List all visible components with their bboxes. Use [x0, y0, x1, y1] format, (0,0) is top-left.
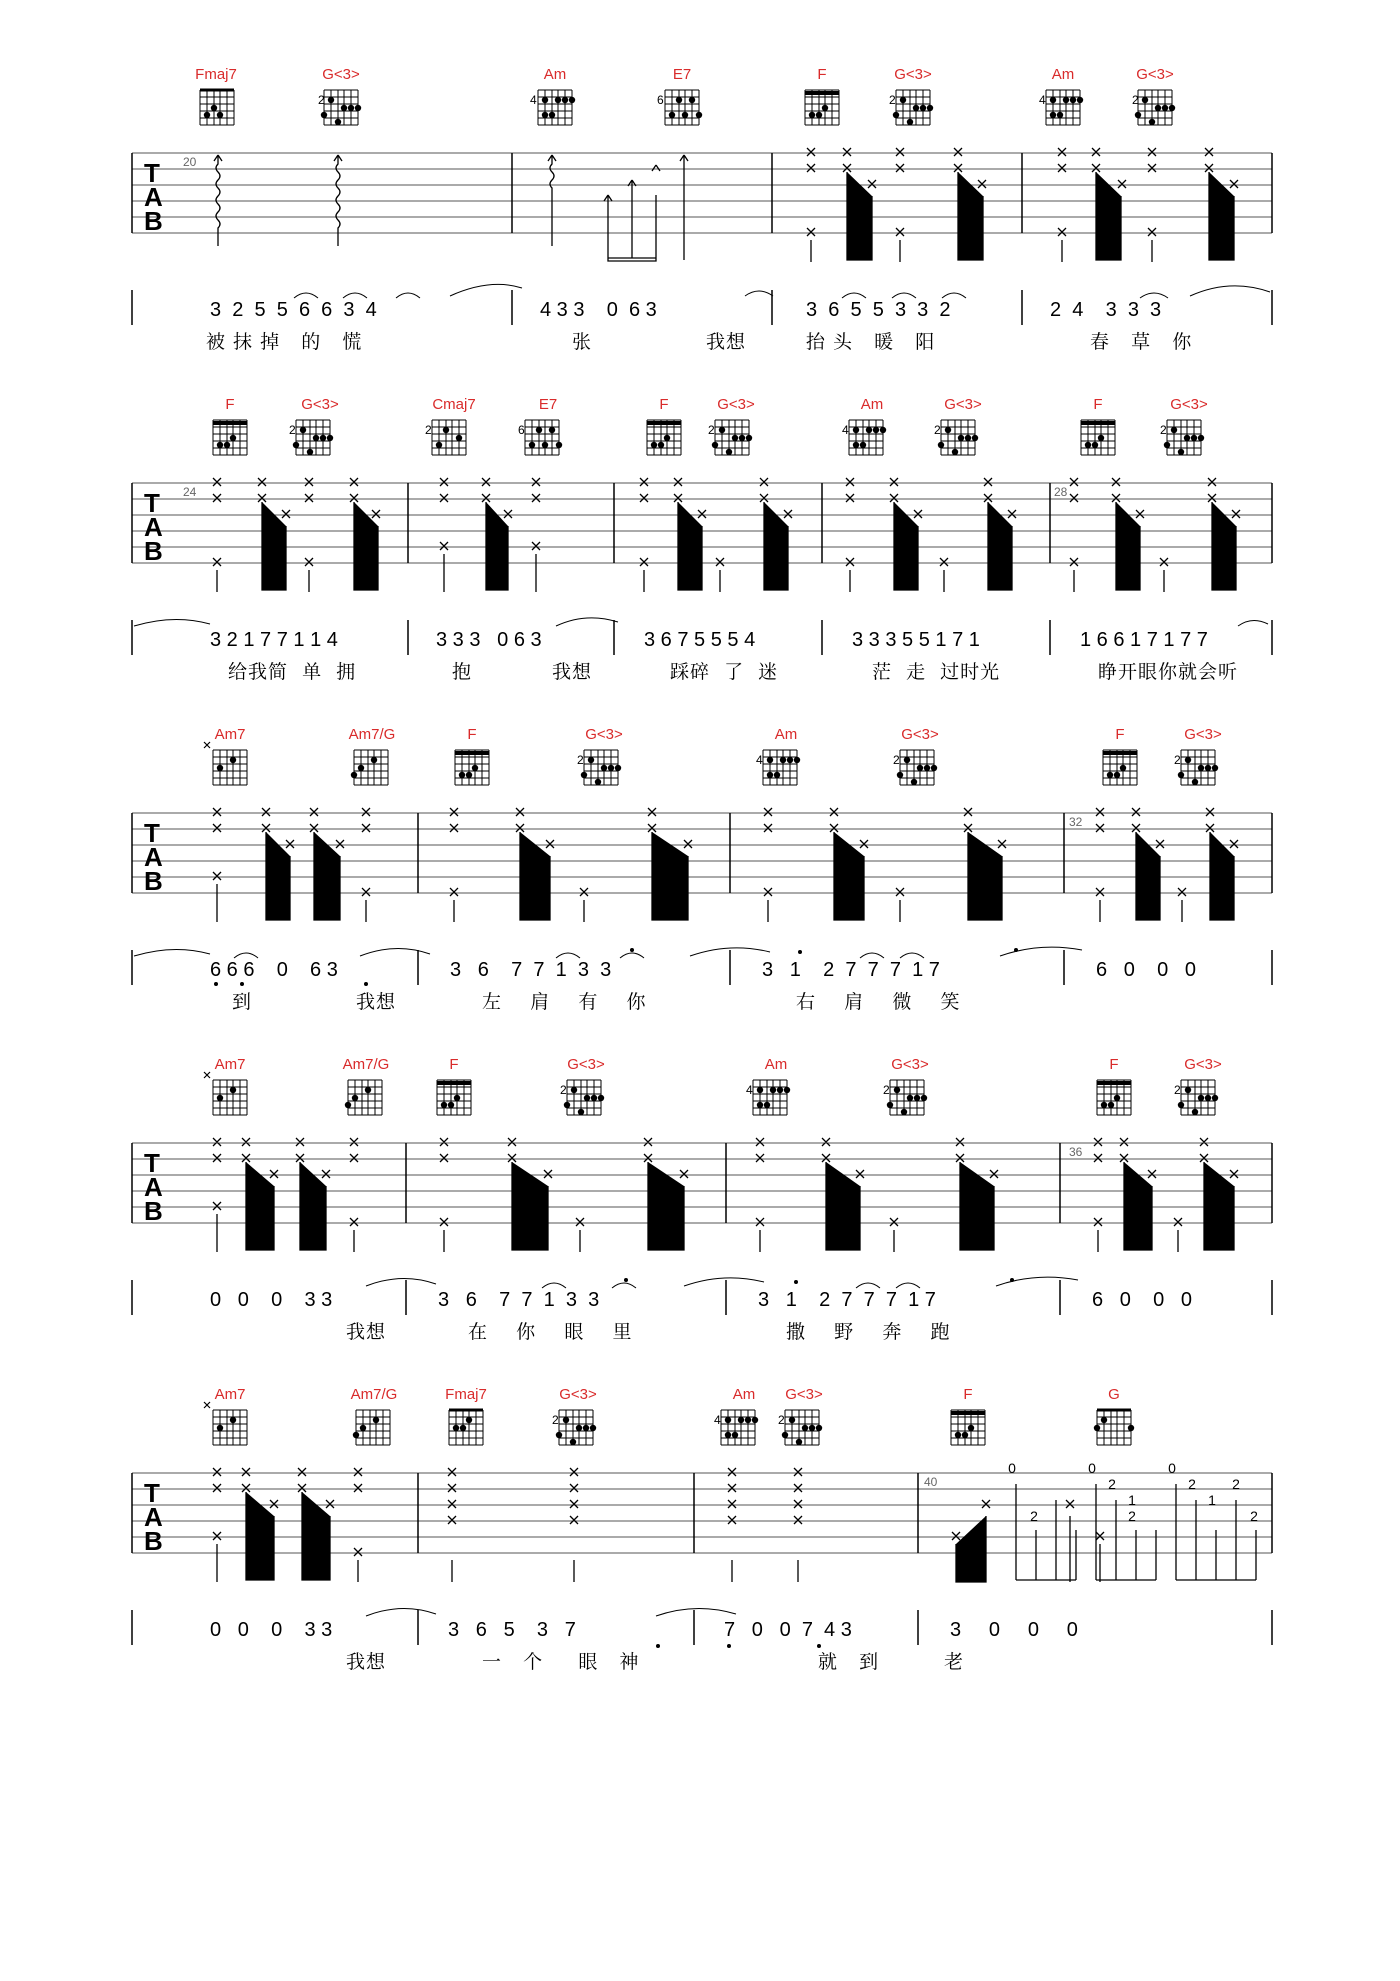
jianpu-measure: 7 0 0 7 4 3: [724, 1619, 852, 1641]
system-1-graphics: [0, 60, 1400, 360]
lyric-line: 到: [232, 991, 253, 1013]
chord-diagram: [665, 90, 699, 125]
tab-staff-lines: [132, 813, 1272, 893]
chord-name: F: [449, 1056, 459, 1073]
lyric-line: 左 肩 有 你: [482, 991, 647, 1013]
chord-fret-number: 4: [1039, 93, 1046, 107]
jianpu-measure: 3 6 5 5 3 3 2: [806, 299, 951, 321]
lyric-line: 我想: [706, 331, 747, 353]
chord-fret-number: 4: [530, 93, 537, 107]
chord-fret-number: 2: [889, 93, 896, 107]
chord-fret-number: 2: [560, 1083, 567, 1097]
slur-marks: [366, 1277, 1078, 1288]
lyric-line: 老: [944, 1651, 965, 1673]
jianpu-measure: 3 2 5 5 6 6 3 4: [210, 299, 377, 321]
jianpu-measure: 6 0 0 0: [1092, 1289, 1193, 1311]
tab-fret-digit: 2: [1128, 1508, 1136, 1524]
chord-name: Am: [1051, 66, 1075, 83]
measure-number: 36: [1069, 1145, 1083, 1159]
lyric-line: 给我简 单 拥: [228, 661, 357, 683]
lyric-line: 在 你 眼 里: [468, 1321, 633, 1343]
tab-clef-a: A: [144, 1502, 163, 1532]
chord-fret-number: 4: [756, 753, 763, 767]
chord-name: F: [467, 726, 477, 743]
system-3-graphics: [0, 720, 1400, 1020]
tab-clef-a: A: [144, 1172, 163, 1202]
chord-diagram: [1046, 90, 1080, 125]
tab-system-5: [0, 1380, 1400, 1680]
jianpu-measure: 3 6 5 3 7: [448, 1619, 576, 1641]
chord-name: Am: [860, 396, 884, 413]
chord-fret-number: 4: [842, 423, 849, 437]
tab-clef-b: B: [144, 866, 163, 896]
chord-name: G<3>: [891, 1056, 929, 1073]
jianpu-measure: 3 6 7 7 1 3 3: [450, 959, 612, 981]
tab-clef-t: T: [144, 818, 160, 848]
chord-name: F: [817, 66, 827, 83]
measure-number: 40: [924, 1475, 938, 1489]
chord-name: G<3>: [301, 396, 339, 413]
chord-name: G<3>: [1170, 396, 1208, 413]
chord-diagram: [538, 90, 572, 125]
system-4-graphics: [0, 1050, 1400, 1350]
jianpu-measure: 3 1 2 7 7 7 1 7: [762, 959, 940, 981]
chord-name: Am: [774, 726, 798, 743]
chord-name: G<3>: [944, 396, 982, 413]
jianpu-measure: 6 6 6 0 6 3: [210, 959, 338, 981]
chord-name: F: [659, 396, 669, 413]
tab-fret-digit: 2: [1030, 1508, 1038, 1524]
lyric-line: 我想: [346, 1651, 387, 1673]
chord-diagrams: [213, 420, 1201, 455]
tab-clef-a: A: [144, 182, 163, 212]
tab-clef-a: A: [144, 512, 163, 542]
chord-open-marks: [204, 1402, 210, 1408]
chord-fret-number: 2: [708, 423, 715, 437]
chord-name: Am7: [214, 1386, 246, 1403]
lyric-line: 睁开眼你就会听: [1098, 661, 1239, 683]
chord-name: Fmaj7: [445, 1386, 487, 1403]
chord-fret-number: 2: [577, 753, 584, 767]
tab-fret-digit: 1: [1208, 1492, 1216, 1508]
chord-diagrams: [213, 1410, 1131, 1445]
chord-name: G<3>: [901, 726, 939, 743]
jianpu-measure: 0 0 0 3 3: [210, 1619, 333, 1641]
chord-name: G<3>: [717, 396, 755, 413]
tab-fret-digit: 2: [1250, 1508, 1258, 1524]
chord-name: Am7/G: [342, 1056, 390, 1073]
chord-name: G<3>: [1184, 1056, 1222, 1073]
tab-system-2: [0, 390, 1400, 690]
chord-fingering-dots: [217, 1417, 1134, 1445]
lyric-line: 抱: [452, 661, 473, 683]
chord-name: G<3>: [567, 1056, 605, 1073]
lyric-line: 一 个 眼 神: [482, 1651, 640, 1673]
lyric-line: 被 抹 掉 的 慌: [206, 331, 363, 353]
chord-name: G<3>: [894, 66, 932, 83]
jianpu-measure: 3 0 0 0: [950, 1619, 1078, 1641]
chord-name: Cmaj7: [432, 396, 476, 413]
chord-open-marks: [204, 742, 210, 748]
lyric-line: 我想: [356, 991, 397, 1013]
chord-name: G<3>: [585, 726, 623, 743]
chord-fret-number: 2: [1160, 423, 1167, 437]
chord-name: E7: [538, 396, 558, 413]
system-5-graphics: [0, 1380, 1400, 1680]
measure-number: 32: [1069, 815, 1083, 829]
chord-name: Am: [732, 1386, 756, 1403]
lyric-line: 我想: [552, 661, 593, 683]
lyric-line: 我想: [346, 1321, 387, 1343]
jianpu-measure: 2 4 3 3 3: [1050, 299, 1162, 321]
tab-x-notes: [213, 1468, 1104, 1582]
chord-fret-number: 4: [714, 1413, 721, 1427]
tab-clef-b: B: [144, 1196, 163, 1226]
strum-marks: [214, 155, 688, 261]
lyric-line: 春 草 你: [1090, 331, 1193, 353]
chord-fret-number: 2: [778, 1413, 785, 1427]
jianpu-measure: 0 0 0 3 3: [210, 1289, 333, 1311]
tab-fret-digit: 1: [1128, 1492, 1136, 1508]
chord-name: F: [1115, 726, 1125, 743]
measure-number: 20: [183, 155, 197, 169]
slur-marks: [134, 947, 1082, 958]
chord-name: G<3>: [785, 1386, 823, 1403]
tab-clef-b: B: [144, 1526, 163, 1556]
lyric-line: 右 肩 微 笑: [796, 991, 961, 1013]
chord-name: G: [1108, 1386, 1120, 1403]
jianpu-measure: 4 3 3 0 6 3: [540, 299, 657, 321]
chord-fret-number: 2: [893, 753, 900, 767]
chord-fret-number: 2: [1132, 93, 1139, 107]
chord-open-marks: [204, 1072, 210, 1078]
chord-fret-number: 2: [883, 1083, 890, 1097]
tab-clef-a: A: [144, 842, 163, 872]
measure-number: 24: [183, 485, 197, 499]
chord-name: F: [1109, 1056, 1119, 1073]
tab-fret-digit: 0: [1008, 1460, 1016, 1476]
tab-x-notes: [213, 808, 1238, 922]
chord-fret-number: 2: [318, 93, 325, 107]
slur-marks: [294, 284, 1270, 298]
barlines: [132, 813, 1272, 893]
chord-fret-number: 2: [552, 1413, 559, 1427]
jianpu-measure: 3 6 7 7 1 3 3: [438, 1289, 600, 1311]
tab-system-1: [0, 60, 1400, 360]
tab-fret-digit: 2: [1188, 1476, 1196, 1492]
chord-name: E7: [672, 66, 692, 83]
tab-clef-b: B: [144, 206, 163, 236]
lyric-line: 茫 走 过时光: [872, 661, 1001, 683]
chord-name: Am: [764, 1056, 788, 1073]
chord-fret-number: 2: [1174, 753, 1181, 767]
chord-name: G<3>: [559, 1386, 597, 1403]
tab-clef-t: T: [144, 158, 160, 188]
tab-clef-t: T: [144, 1478, 160, 1508]
chord-name: G<3>: [1184, 726, 1222, 743]
tab-fret-numbers: [1008, 1460, 1258, 1524]
tab-fret-digit: 0: [1168, 1460, 1176, 1476]
lyric-line: 撒 野 奔 跑: [786, 1321, 951, 1343]
lyric-line: 就 到: [818, 1651, 880, 1673]
lyric-line: 踩碎 了 迷: [670, 661, 779, 683]
jianpu-octave-dots: [656, 1644, 821, 1648]
jianpu-measure: 1 6 6 1 7 1 7 7: [1080, 629, 1208, 651]
measure-number: 28: [1054, 485, 1068, 499]
chord-fret-number: 6: [518, 423, 525, 437]
tab-system-3: [0, 720, 1400, 1020]
chord-fret-number: 2: [934, 423, 941, 437]
chord-name: F: [1093, 396, 1103, 413]
system-2-graphics: [0, 390, 1400, 690]
chord-fret-number: 2: [1174, 1083, 1181, 1097]
jianpu-measure: 3 6 7 5 5 5 4: [644, 629, 756, 651]
tab-clef-t: T: [144, 488, 160, 518]
tab-fret-digit: 2: [1108, 1476, 1116, 1492]
chord-name: F: [225, 396, 235, 413]
jianpu-measure: 3 3 3 5 5 1 7 1: [852, 629, 980, 651]
chord-name: F: [963, 1386, 973, 1403]
chord-name: G<3>: [322, 66, 360, 83]
chord-fret-number: 2: [289, 423, 296, 437]
slur-marks: [134, 618, 1268, 626]
chord-name: Am: [543, 66, 567, 83]
chord-name: Fmaj7: [195, 66, 237, 83]
jianpu-measure: 3 1 2 7 7 7 1 7: [758, 1289, 936, 1311]
tab-fret-digit: 2: [1232, 1476, 1240, 1492]
tab-clef-b: B: [144, 536, 163, 566]
slur-marks: [366, 1608, 736, 1616]
chord-name: Am7: [214, 726, 246, 743]
chord-name: Am7/G: [350, 1386, 398, 1403]
chord-name: Am7: [214, 1056, 246, 1073]
chord-fret-number: 2: [425, 423, 432, 437]
lyric-line: 抬 头 暖 阳: [806, 331, 936, 353]
chord-fret-number: 6: [657, 93, 664, 107]
chord-name: G<3>: [1136, 66, 1174, 83]
chord-diagrams: [213, 1080, 1215, 1115]
jianpu-octave-dots: [624, 1278, 1014, 1284]
chord-name: Am7/G: [348, 726, 396, 743]
tab-fret-digit: 0: [1088, 1460, 1096, 1476]
chord-fret-number: 4: [746, 1083, 753, 1097]
tab-x-notes: [213, 478, 1240, 592]
tab-system-4: [0, 1050, 1400, 1350]
lyric-line: 张: [572, 331, 593, 353]
tab-clef-t: T: [144, 1148, 160, 1178]
tab-stems: [1016, 1484, 1256, 1580]
jianpu-measure: 3 2 1 7 7 1 1 4: [210, 629, 338, 651]
jianpu-measure: 3 3 3 0 6 3: [436, 629, 542, 651]
jianpu-measure: 6 0 0 0: [1096, 959, 1197, 981]
